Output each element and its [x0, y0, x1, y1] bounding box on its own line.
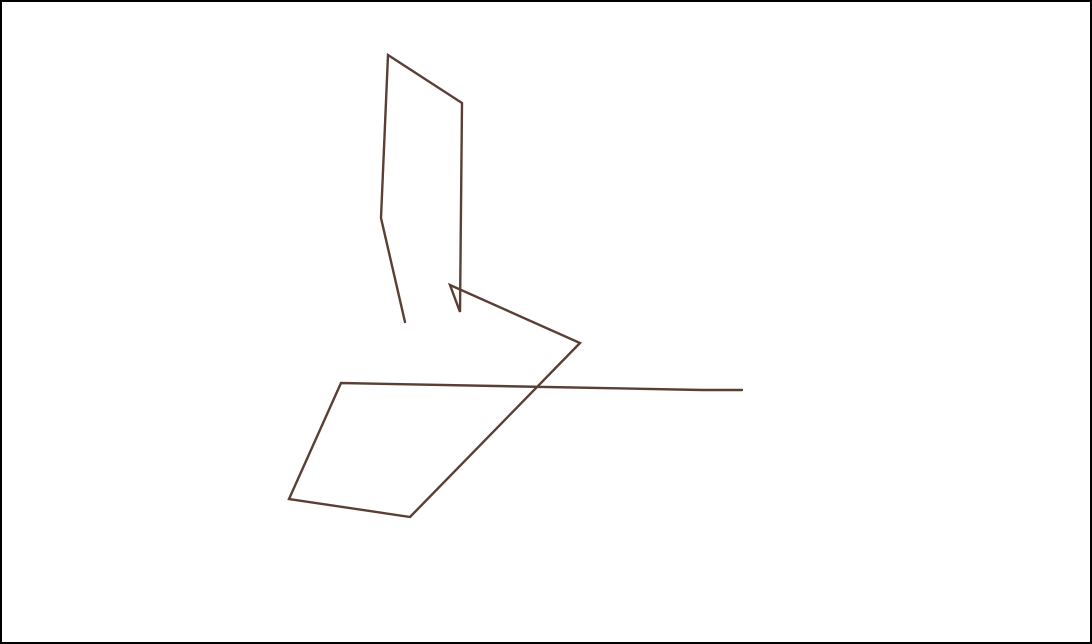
sketch-svg [2, 2, 1090, 642]
freehand-stroke [289, 55, 742, 517]
